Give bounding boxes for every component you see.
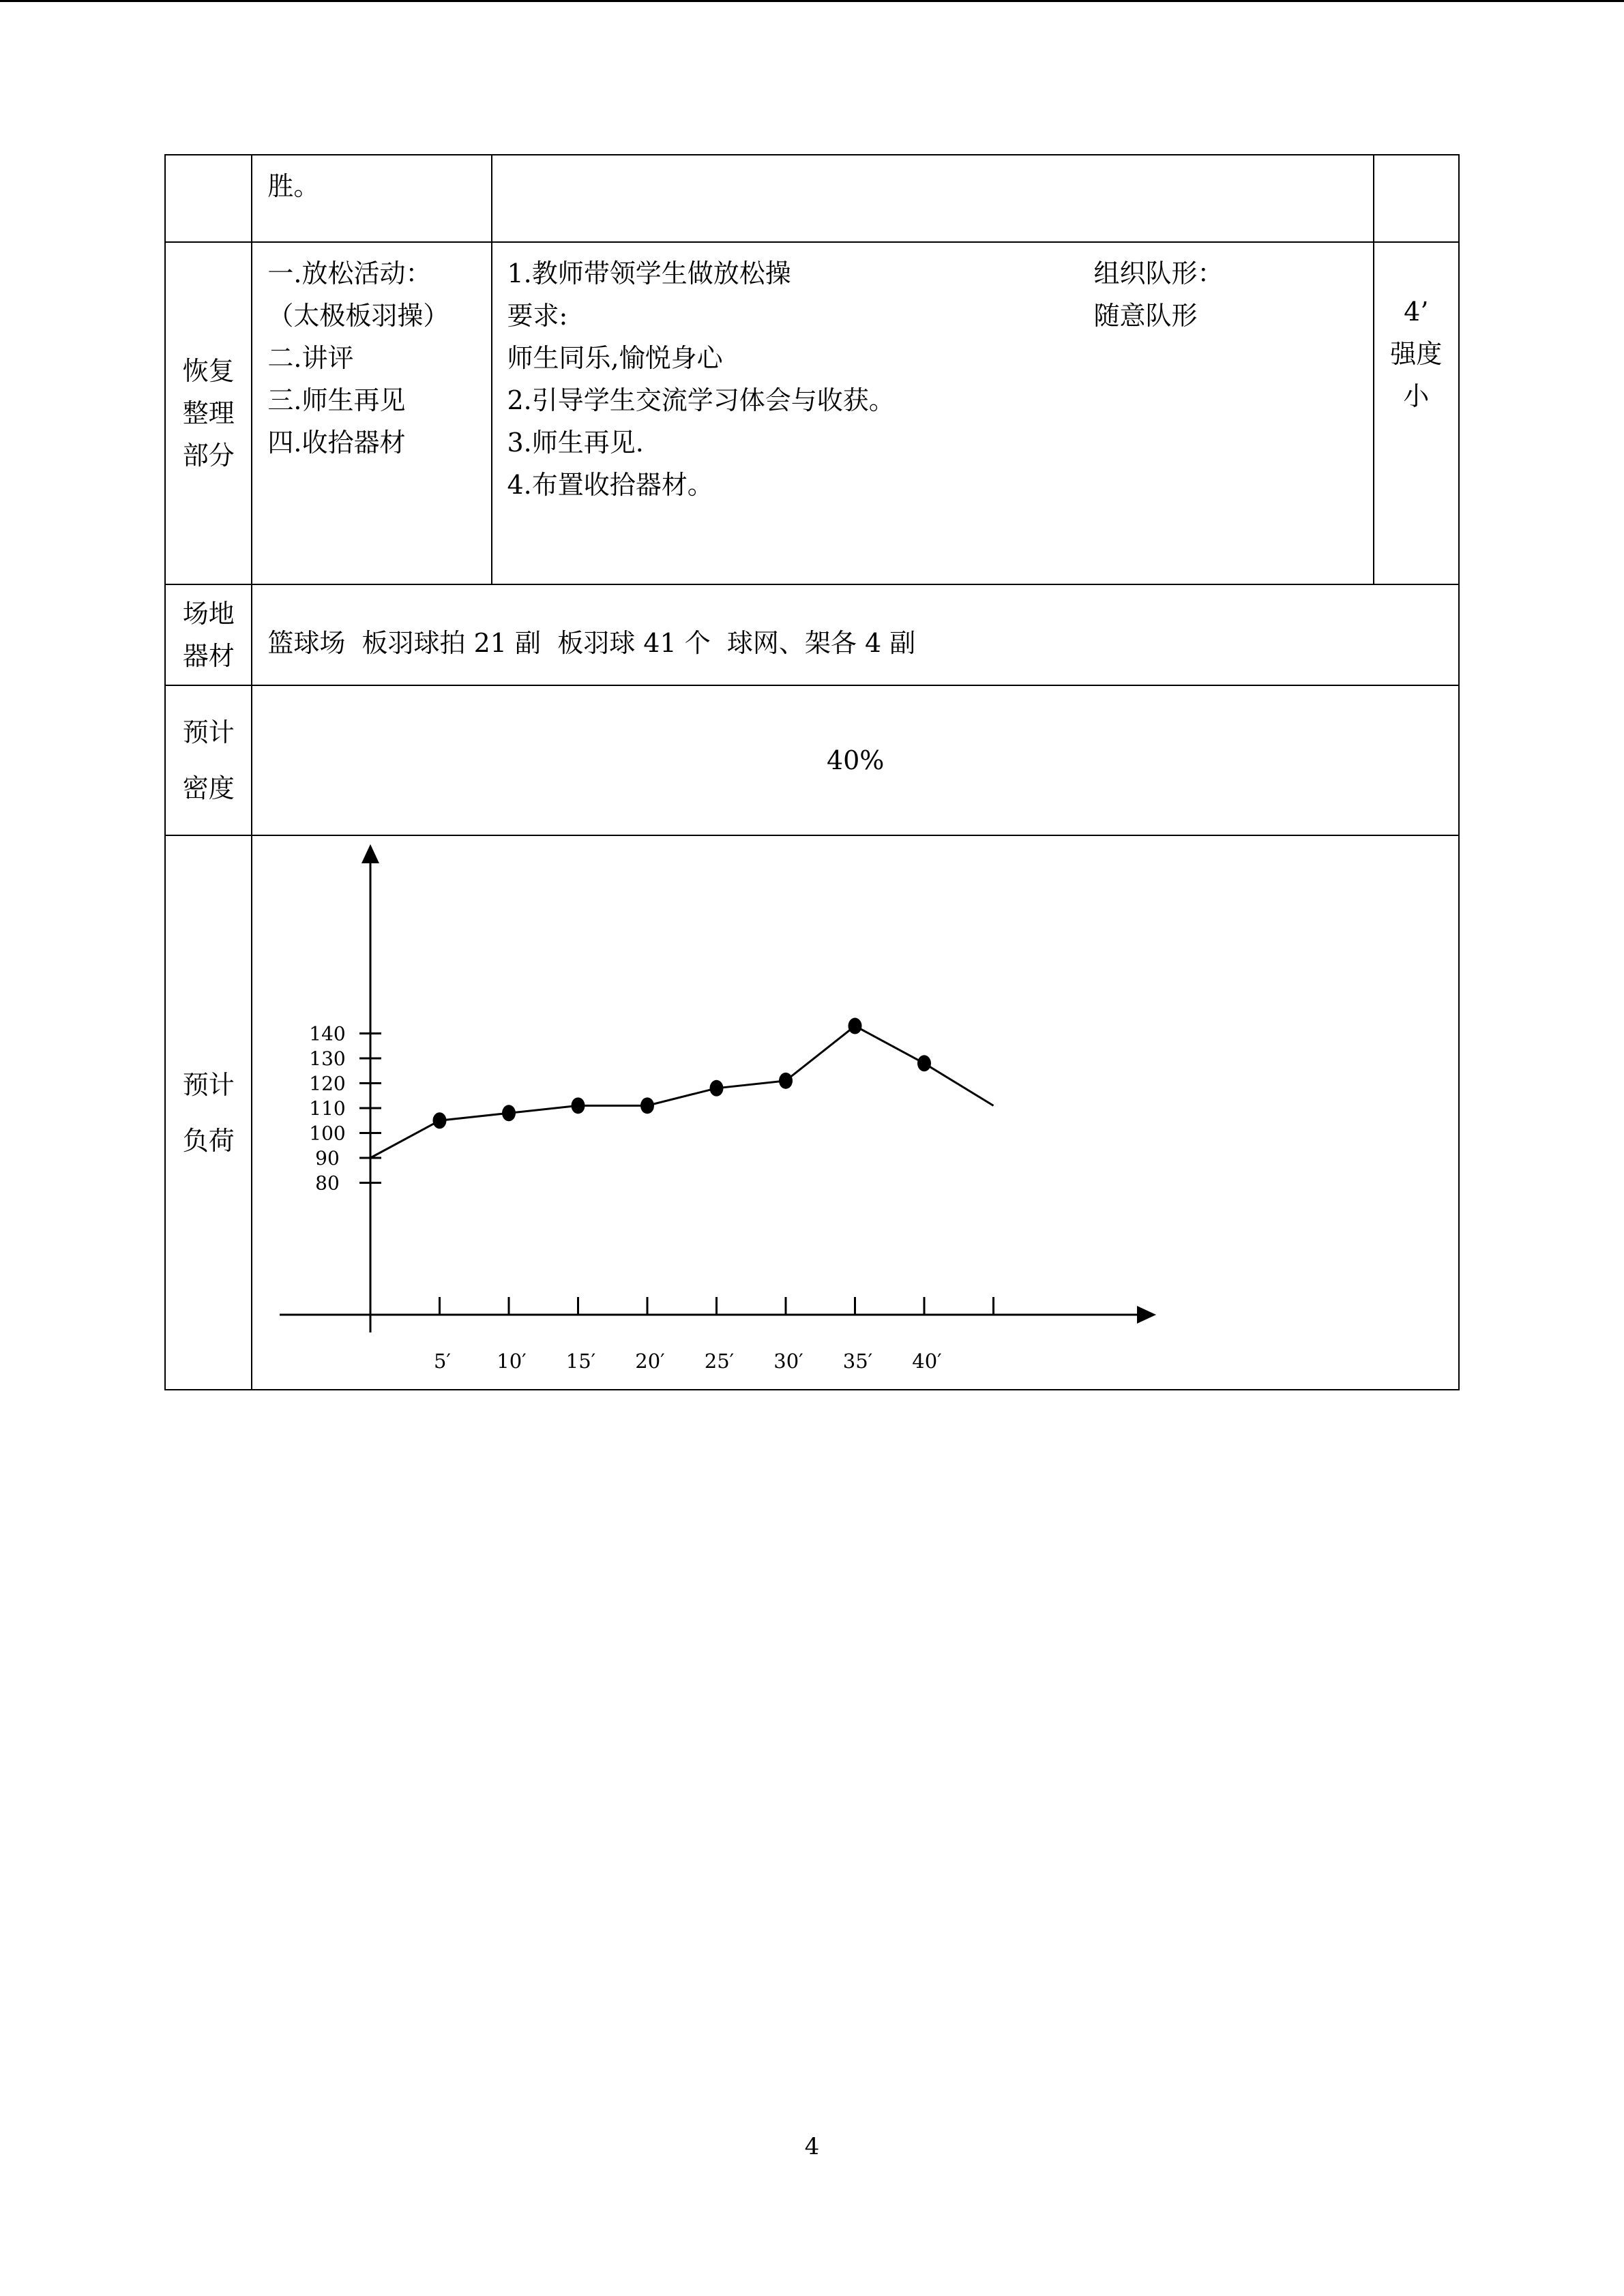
- density-value: 40%: [826, 745, 885, 775]
- label-line: 恢复: [182, 356, 235, 386]
- venue-equipment-cell: [252, 584, 1459, 685]
- table-row-continuation: [165, 155, 1459, 242]
- label-line: 负荷: [182, 1125, 235, 1156]
- label-line: 预计: [182, 717, 235, 747]
- load-series-line: [370, 1026, 994, 1158]
- intensity-value: 小: [1403, 381, 1430, 411]
- venue-equipment-text: 篮球场 板羽球拍 21 副 板羽球 41 个 球网、架各 4 副: [267, 628, 916, 658]
- y-tick-label: 100: [309, 1122, 346, 1145]
- table-row-density: [165, 685, 1459, 835]
- page-top-rule: [0, 0, 1624, 2]
- label-cell-empty: [165, 155, 252, 242]
- x-tick-label: 15′: [566, 1350, 596, 1373]
- label-line: 密度: [182, 773, 235, 803]
- data-point: [572, 1097, 585, 1114]
- lesson-plan-table: [164, 154, 1460, 1390]
- section-label-venue: [165, 584, 252, 685]
- x-tick-label: 35′: [843, 1350, 873, 1373]
- method-line: 师生同乐,愉悦身心: [507, 343, 723, 373]
- data-point: [502, 1105, 516, 1121]
- label-line: 预计: [182, 1069, 235, 1100]
- data-point: [779, 1073, 793, 1089]
- data-point: [433, 1112, 447, 1129]
- y-tick-label: 130: [309, 1047, 346, 1070]
- section-label-load: [165, 835, 252, 1390]
- method-cell-recovery: [492, 242, 1374, 584]
- content-line: 三.师生再见: [267, 385, 406, 415]
- formation-line: 随意队形: [1093, 301, 1198, 331]
- y-tick-label: 110: [309, 1097, 346, 1120]
- method-line: 3.师生再见.: [507, 428, 644, 458]
- method-cell-empty: [492, 155, 1374, 242]
- load-chart-cell: [252, 835, 1459, 1390]
- intensity-label: 强度: [1390, 339, 1443, 369]
- data-point: [710, 1080, 724, 1097]
- content-cell-recovery: [252, 242, 491, 584]
- label-line: 部分: [182, 441, 235, 471]
- table-row-venue: [165, 584, 1459, 685]
- heart-rate-load-chart: [252, 836, 1453, 1388]
- content-line: 二.讲评: [267, 343, 354, 373]
- formation-note: [1094, 252, 1224, 337]
- label-line: 整理: [182, 398, 235, 428]
- x-tick-label: 10′: [497, 1350, 527, 1373]
- formation-line: 组织队形：: [1093, 258, 1224, 288]
- table-row-recovery: [165, 242, 1459, 584]
- y-tick-label: 90: [315, 1147, 340, 1169]
- x-axis-arrow: [1137, 1306, 1156, 1324]
- time-value: 4’: [1404, 297, 1429, 327]
- y-tick-label: 140: [309, 1022, 346, 1045]
- table-row-load: [165, 835, 1459, 1390]
- method-line: 要求:: [507, 301, 568, 331]
- method-line: 4.布置收拾器材。: [507, 470, 713, 500]
- section-label-density: [165, 685, 252, 835]
- y-axis-arrow: [361, 844, 379, 863]
- content-line: 四.收拾器材: [267, 428, 406, 458]
- data-point: [848, 1018, 862, 1034]
- time-cell-empty: [1374, 155, 1459, 242]
- y-tick-label: 80: [315, 1172, 340, 1195]
- content-text: 胜。: [267, 171, 320, 201]
- x-tick-label: 40′: [912, 1350, 943, 1373]
- content-line: 一.放松活动：: [267, 258, 432, 288]
- content-cell: [252, 155, 491, 242]
- method-line: 2.引导学生交流学习体会与收获。: [507, 385, 895, 415]
- y-tick-label: 120: [309, 1072, 346, 1095]
- section-label-recovery: [165, 242, 252, 584]
- page-number: 4: [804, 2133, 820, 2160]
- label-line: 器材: [182, 641, 235, 671]
- label-line: 场地: [182, 599, 235, 629]
- time-cell-recovery: [1374, 242, 1459, 584]
- method-line: 1.教师带领学生做放松操: [507, 258, 791, 288]
- data-point: [640, 1097, 654, 1114]
- x-tick-label: 25′: [705, 1350, 735, 1373]
- content-line: （太极板羽操）: [267, 301, 449, 331]
- x-tick-label: 5′: [434, 1350, 452, 1373]
- data-point: [917, 1055, 931, 1071]
- density-value-cell: [252, 685, 1459, 835]
- x-tick-label: 30′: [773, 1350, 804, 1373]
- x-tick-label: 20′: [635, 1350, 666, 1373]
